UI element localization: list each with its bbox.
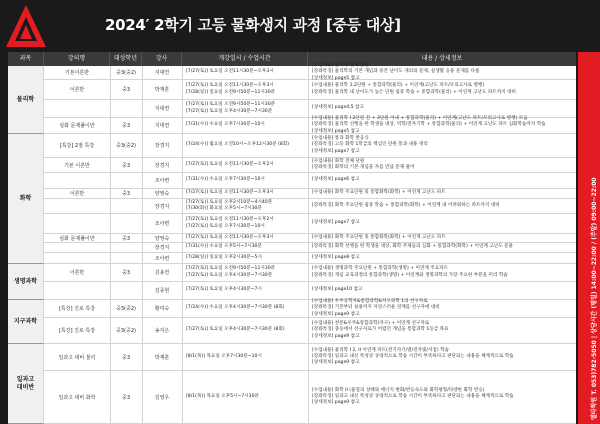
- course-description-line: [강좌특징] 화학의 기본 개념을 자를 만큼 문제 풀이: [312, 165, 415, 170]
- course-description: [308, 173, 576, 188]
- subject-group-label: 지구과학: [8, 300, 44, 344]
- schedule-time: [182, 199, 308, 213]
- course-name: [44, 214, 110, 233]
- schedule-time: [182, 158, 308, 172]
- course-description: [308, 282, 576, 299]
- page-title: 2024′ 2학기 고등 물화생지 과정 [중등 대상]: [105, 16, 401, 34]
- schedule-time: [182, 318, 308, 343]
- target-grade: [110, 100, 142, 117]
- course-name: [44, 253, 110, 263]
- column-header-grade: 대상학년: [110, 52, 142, 66]
- schedule-time-line: [7/31(수)] 수요일 오후7시30분~10시: [186, 177, 265, 183]
- target-grade: 중3: [121, 191, 130, 197]
- course-description: [308, 214, 576, 233]
- schedule-time-line: [7/27(토)] 토요일 오후2시10분~4시40분: [186, 199, 273, 205]
- table-row: [8, 282, 576, 300]
- target-grade: [110, 253, 142, 263]
- schedule-time: [182, 371, 308, 423]
- course-description-line: [강좌특징] 화학 주요단원 집중 학습 + 통합과학(화학) + 이연계 내 어려워하는 파트까지 대비: [312, 202, 500, 208]
- table-row: [8, 214, 576, 234]
- course-description-line: [상세정보] page7 참고: [312, 148, 360, 154]
- schedule-time-line: [7/27(토)] 토요일 오전9시50분~11시30분: [186, 102, 276, 108]
- schedule-table: [8, 52, 576, 424]
- schedule-time-line: [7/27(토)] 토요일 오전11시30분~오후2시: [186, 161, 274, 167]
- schedule-time: [182, 243, 308, 252]
- brand-logo-icon: [4, 3, 48, 49]
- course-description-line: [수업내용] 화학 주요단원 및 통합화학(화학) + 이연계 고난도 파트: [312, 190, 446, 196]
- table-row: [8, 63, 576, 81]
- schedule-time-line: [7/24(수)] 월요일 오전10시~오후12시30분 (8회): [186, 142, 290, 148]
- subject-group-label: 물리학: [8, 66, 44, 134]
- course-name: [특강] 진로 특강: [58, 306, 96, 312]
- target-grade: 중3: [121, 270, 130, 276]
- teacher-name: 조아련: [154, 221, 170, 227]
- table-row: [8, 158, 576, 173]
- course-description-line: [강좌특징] 고등 화학 1학급의 핵심인 단원 통과 내용 정리: [312, 142, 428, 148]
- subject-group-label: 화학: [8, 134, 44, 264]
- target-grade: 중3(중2): [116, 143, 136, 149]
- course-name: 이론반: [69, 191, 85, 197]
- course-description-line: [수업내용] 화학 II (물질의 상태와 에너지 변화/반응속도와 화학평형/다양한 화학 반응): [312, 387, 485, 393]
- course-name: [44, 100, 110, 117]
- teacher-name: 조아련: [154, 255, 170, 262]
- column-header-course: 강의명: [44, 52, 110, 66]
- course-description-line: [강좌특징] 화학 선행을 한 학생을 대상, 화학 주제들의 심화 + 통합과학(화학) + 이연계 고난도 문풀: [312, 244, 513, 250]
- title-text: 2학기 고등 물화생지 과정 [중등 대상]: [154, 16, 401, 34]
- course-description: [308, 300, 576, 317]
- course-name: 기본이론반: [64, 70, 90, 76]
- table-row: [8, 344, 576, 371]
- column-header-description: 내용 / 상세정보: [421, 55, 463, 62]
- table-row: [8, 264, 576, 282]
- teacher-name: 송지은: [154, 328, 170, 334]
- table-row: [8, 199, 576, 214]
- table-row: [8, 371, 576, 424]
- teacher-name: 박재훈: [154, 87, 170, 93]
- table-row: [8, 243, 576, 253]
- course-description-line: [강좌특징] 일과고 내신 특성상 상대적으로 학습 시간이 부족하다고 판단되는 내용을 체계적으로 학습: [312, 393, 514, 399]
- schedule-time: [182, 80, 308, 99]
- schedule-time: [182, 282, 308, 299]
- course-description-line: [상세정보] page10 참고: [312, 287, 363, 293]
- course-description-line: [상세정보] page9 참고: [312, 360, 360, 366]
- target-grade: 중3: [121, 123, 130, 129]
- column-divider: [142, 66, 143, 424]
- schedule-time: [182, 253, 308, 263]
- teacher-name: 양영숙: [154, 235, 170, 242]
- teacher-name: 양영숙: [154, 191, 170, 197]
- schedule-time-line: [7/27(토)] 토요일 오전11시30분~오후3시: [186, 69, 274, 75]
- teacher-name: 지대연: [154, 106, 170, 112]
- target-grade: [110, 282, 142, 299]
- course-description-line: [상세정보] page8 참고: [312, 254, 360, 260]
- schedule-time-line: [7/27(토)] 토요일 오전11시30분~오후3시: [186, 190, 274, 196]
- course-description-line: [강좌특징] 개념 교육과정의 통합과학(생명) + 이연계와 생명과학의 가장 주요한 부분을 미리 학습: [312, 272, 508, 278]
- course-description-line: [상세정보] page9 참고: [312, 311, 360, 317]
- table-row: [8, 318, 576, 344]
- course-description-line: [수업내용] 통과 화학 반응식: [312, 136, 369, 142]
- target-grade: 중3: [121, 87, 130, 93]
- schedule-time-line: [7/27(토)] 토요일 오전9시50분~11시30분: [186, 266, 276, 272]
- course-name: [특강] 진로 특강: [58, 328, 96, 334]
- course-description: [308, 100, 576, 117]
- course-description-line: [강좌특징] 물리학 선행을 한 학생을 대상, 역학/전자기학 + 통합과학(물리) + 이연계 고난도 파트 심화학습까지 학습: [312, 122, 546, 128]
- subject-group-label: 일과고 대비반: [8, 344, 44, 424]
- course-description-line: [강좌특징] 물리학 내 난이도가 높은 단원 집중 학습 + 통합과학(물리) + 이연계 고난도 파트까지 대비: [312, 89, 516, 95]
- course-description-line: [상세정보] page4,5 참고: [312, 105, 364, 111]
- schedule-time: [182, 134, 308, 157]
- table-row: [8, 134, 576, 158]
- schedule-time: [182, 234, 308, 242]
- teacher-name: 지대연: [154, 123, 170, 129]
- schedule-time-line: [7/30(화)] 화요일 오후5시~7시30분: [186, 206, 262, 211]
- schedule-time-line: [7/27(토)] 토요일 오후4시30분~7시30분 (8회): [186, 327, 285, 333]
- course-description: [308, 318, 576, 343]
- target-grade: 중3(중2): [116, 306, 136, 312]
- course-description: [308, 234, 576, 242]
- table-row: [8, 80, 576, 100]
- course-name: 일과고 대비 물리: [58, 354, 96, 361]
- schedule-time: [182, 66, 308, 79]
- schedule-time-line: [7/27(토)] 토요일 오후4시30분~7시: [186, 287, 262, 293]
- column-divider: [308, 66, 309, 424]
- course-description-line: [강좌특징] 일과고 내신 특성상 상대적으로 학습 시간이 부족하다고 판단되는 내용을 체계적으로 학습: [312, 353, 514, 359]
- table-row: [8, 189, 576, 199]
- teacher-name: 김종현: [154, 288, 170, 294]
- teacher-name: 지대연: [154, 70, 170, 76]
- schedule-time: [182, 173, 308, 188]
- teacher-name: 장경지: [154, 162, 170, 169]
- schedule-time: [182, 118, 308, 133]
- column-header-subject: 과목: [8, 52, 44, 66]
- course-name: 일과고 대비 화학: [58, 394, 96, 401]
- course-name: 심화 문제풀이반: [59, 235, 95, 242]
- target-grade: 중3: [121, 394, 130, 401]
- contact-info: 엘타학원 T. 053)782-5050 | 상담시간 (평일) 14:00~22:00 / (주말) 09:00~22:00: [591, 177, 598, 420]
- schedule-time: [182, 344, 308, 370]
- schedule-time-line: [7/28(일)] 일요일 오후2시30분~5시: [186, 254, 262, 260]
- column-header-teacher: 강사: [142, 52, 182, 66]
- schedule-time-line: [7/31(수)] 수요일 오후5시~7시30분: [186, 244, 262, 250]
- course-description-line: [강좌특징] 기본부터 실용까지 자연스러운 연계를 선구자에 대비: [312, 305, 440, 311]
- course-description-line: [수업내용] 물리학 1,2단원 + 통합과학(물리) + 이연계(고난도 파트/모의고사로 병행): [312, 83, 485, 89]
- course-name: [44, 199, 110, 213]
- course-description: [308, 344, 576, 370]
- schedule-time-line: [7/24(수)] 수요일 오후4시30분~7시30분 (8회): [186, 305, 285, 311]
- table-row: [8, 234, 576, 243]
- course-description-line: [상세정보] page9 참고: [312, 400, 360, 406]
- course-description-line: [수업내용] 화학 주요단원 및 통합화학(화학) + 이연계 고난도 파트: [312, 234, 446, 240]
- course-name: [44, 282, 110, 299]
- course-description: [308, 253, 576, 263]
- schedule-time-line: [7/27(토)] 토요일 오후4시30분~7시30분: [186, 272, 273, 278]
- schedule-time: [182, 300, 308, 317]
- course-description-line: [수업내용] 생명과학 주요단원 + 통합과학(생명) + 이연계 주요파트: [312, 266, 449, 272]
- target-grade: [110, 214, 142, 233]
- column-header-time: 개강일시 / 수업시간: [182, 52, 308, 66]
- course-name: [44, 173, 110, 188]
- target-grade: [110, 199, 142, 213]
- course-description-line: [상세정보] page7 참고: [312, 220, 360, 226]
- schedule-time-line: [7/27(토)] 토요일 오전11시30분~오후3시: [186, 83, 274, 89]
- course-name: 기본 이론반: [64, 162, 90, 169]
- course-description-line: [상세정보] page6 참고: [312, 177, 360, 183]
- course-description: [308, 63, 576, 81]
- course-description-line: [강좌특징] 중등에서 선구자로가 어렵던 개념을 통합과학 1등급 목표: [312, 327, 449, 333]
- course-description-line: [수업내용] 화학 전체 단원: [312, 158, 365, 164]
- title-year: 2024: [105, 16, 146, 34]
- course-name: 이론반: [69, 270, 85, 276]
- teacher-name: 장경지: [154, 245, 170, 251]
- teacher-name: 김용연: [154, 270, 170, 276]
- schedule-time-line: [7/28(일)] 일요일 오전9시50분~11시30분: [186, 89, 276, 95]
- column-divider: [182, 66, 183, 424]
- schedule-time: [182, 100, 308, 117]
- course-description: [308, 189, 576, 198]
- page-header: [0, 0, 600, 52]
- course-description: [308, 134, 576, 157]
- target-grade: 중3(중2): [116, 328, 136, 334]
- course-description: [308, 80, 576, 99]
- table-row: [8, 300, 576, 318]
- target-grade: [110, 243, 142, 252]
- table-header: [8, 52, 576, 66]
- course-description-line: [상세정보] page9 참고: [312, 333, 360, 339]
- schedule-time: [182, 264, 308, 281]
- course-name: [44, 243, 110, 252]
- course-name: [특강] 2점 특강: [59, 143, 95, 149]
- course-description: [308, 264, 576, 281]
- column-divider: [110, 66, 111, 424]
- course-description: [308, 199, 576, 213]
- course-description: [308, 243, 576, 252]
- course-description-line: [상세정보] page5 참고: [312, 128, 360, 134]
- schedule-time-line: [7/27(토)] 토요일 오전11시30분~오후2시: [186, 217, 274, 223]
- course-description-line: [수업내용] 우주공학자&통합과학&자구과학 1의 선구자로: [312, 299, 428, 305]
- schedule-time: [182, 189, 308, 198]
- teacher-name: 박재훈: [154, 354, 170, 361]
- course-description: [308, 158, 576, 172]
- teacher-name: 장경지: [154, 143, 170, 149]
- schedule-time-line: [7/31(수)] 수요일 오후7시30분~10시: [186, 122, 265, 128]
- target-grade: 중3: [121, 354, 130, 361]
- schedule-time: [182, 214, 308, 233]
- subject-group-label: 생명과학: [8, 264, 44, 300]
- course-description: [308, 371, 576, 423]
- course-name: 이론반: [69, 87, 85, 93]
- target-grade: 중3: [121, 162, 130, 169]
- course-name: 심화 문제풀이반: [59, 123, 95, 129]
- schedule-time-line: [8/1(목)] 목요일 오후5시~7시30분: [186, 393, 259, 399]
- teacher-name: 조아련: [154, 178, 170, 184]
- course-description-line: [강좌특징] 물리학의 기본 개념과 중간 난이도 개의의 문제, 실생활 응용 문제를 다룸: [312, 69, 480, 75]
- table-row: [8, 173, 576, 189]
- schedule-time-line: [7/27(토)] 토요일 오전11시30분~오후3시: [186, 234, 274, 240]
- table-row: [8, 118, 576, 134]
- teacher-name: 장경지: [154, 203, 170, 210]
- schedule-time-line: [7/27(토)] 토요일 오후4시30분~7시30분: [186, 108, 273, 114]
- schedule-time-line: [8/1(목)] 목요일 오후7시30분~10시: [186, 353, 262, 359]
- course-description-line: [수업내용] 천문&우주&통합과학(자구) + 이연계 선구자로: [312, 321, 430, 327]
- course-description-line: [수업내용] 물리학 I 2, II 이연계 파트(전기자기/열/전자빛/서점) 학습: [312, 347, 449, 353]
- course-description-line: [수업내용] 물리학 I 2단원 전 + 3단원 이내 + 통합과학(물리) + 이연계(고난도 파트/모의고사로 병행) 모음: [312, 116, 528, 122]
- target-grade: 중3(중2): [116, 70, 136, 76]
- target-grade: 중3: [121, 235, 130, 242]
- course-description-line: [상세정보] page5 참고: [312, 75, 360, 81]
- course-description: [308, 118, 576, 133]
- course-description-line: [수업내용] 물리학 전체 단원: [312, 63, 369, 69]
- target-grade: [110, 173, 142, 188]
- table-row: [8, 253, 576, 264]
- teacher-name: 황미숙: [154, 306, 170, 312]
- schedule-time-line: [7/27(토)] 토요일 오후7시30분~10시: [186, 223, 265, 229]
- teacher-name: 김영우: [154, 394, 170, 401]
